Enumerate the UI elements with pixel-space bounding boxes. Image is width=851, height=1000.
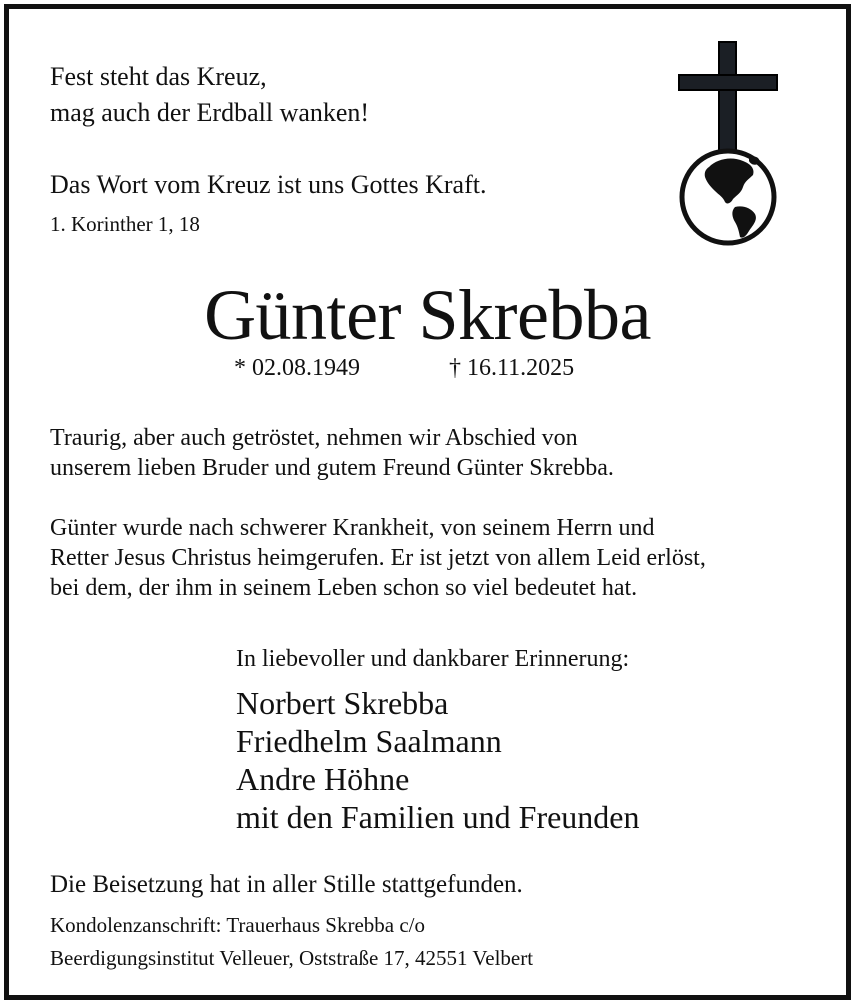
- burial-notice: Die Beisetzung hat in aller Stille stattgefunden.: [50, 871, 523, 898]
- condolence-address-line-1: Kondolenzanschrift: Trauerhaus Skrebba c/o: [50, 913, 425, 937]
- mourner-name: mit den Familien und Freunden: [236, 799, 640, 835]
- paragraph-1-line-2: unserem lieben Bruder und gutem Freund Günter Skrebba.: [50, 455, 614, 481]
- remembrance-intro: In liebevoller und dankbarer Erinnerung:: [236, 646, 630, 672]
- condolence-address-line-2: Beerdigungsinstitut Velleuer, Oststraße 17, 42551 Velbert: [50, 946, 534, 970]
- death-date: † 16.11.2025: [449, 355, 575, 381]
- mourner-name: Friedhelm Saalmann: [236, 723, 502, 759]
- paragraph-2-line-3: bei dem, der ihm in seinem Leben schon so viel bedeutet hat.: [50, 575, 638, 601]
- cross-globe-icon: [673, 37, 785, 247]
- paragraph-1-line-1: Traurig, aber auch getröstet, nehmen wir Abschied von: [50, 425, 578, 451]
- deceased-name: Günter Skrebba: [204, 275, 651, 355]
- obituary-notice: [4, 4, 851, 1000]
- mourner-name: Norbert Skrebba: [236, 685, 449, 721]
- verse-line-3: Das Wort vom Kreuz ist uns Gottes Kraft.: [50, 170, 487, 199]
- birth-date: * 02.08.1949: [234, 355, 360, 381]
- bible-reference: 1. Korinther 1, 18: [50, 212, 200, 236]
- paragraph-2-line-1: Günter wurde nach schwerer Krankheit, von seinem Herrn und: [50, 515, 655, 541]
- mourner-name: Andre Höhne: [236, 761, 410, 797]
- verse-line-1: Fest steht das Kreuz,: [50, 62, 267, 91]
- paragraph-2-line-2: Retter Jesus Christus heimgerufen. Er ist jetzt von allem Leid erlöst,: [50, 545, 706, 571]
- verse-line-2: mag auch der Erdball wanken!: [50, 98, 370, 127]
